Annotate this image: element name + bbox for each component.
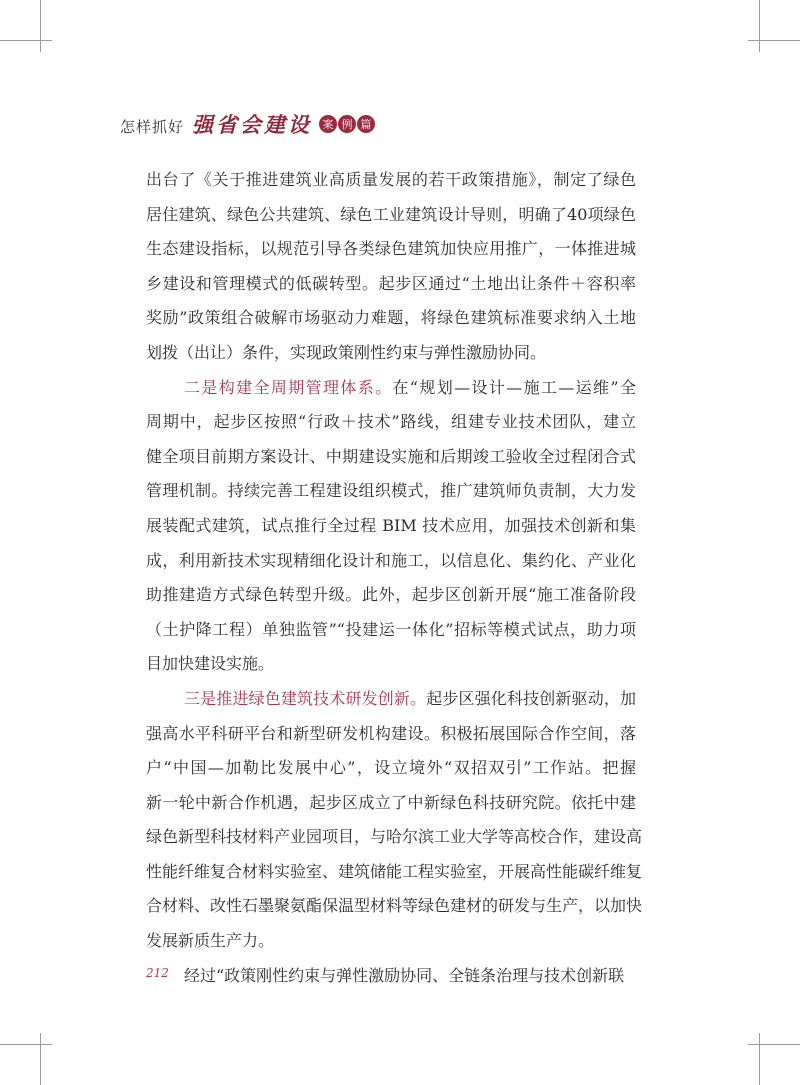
body-text xyxy=(146,163,643,993)
page-number: 212 xyxy=(146,966,169,980)
text-line: 强高水平科研平台和新型研发机构建设。积极拓展国际合作空间，落 xyxy=(146,723,636,743)
text-line: 健全项目前期方案设计、中期建设实施和后期竣工验收全过程闭合式 xyxy=(146,446,636,466)
crop-mark xyxy=(0,1044,52,1045)
text-run: 起步区强化科技创新驱动，加 xyxy=(426,688,636,708)
section-heading: 三是推进绿色建筑技术研发创新。 xyxy=(184,688,427,708)
text-run: 在“规划—设计—施工—运维”全 xyxy=(392,377,636,397)
text-line: 展装配式建筑，试点推行全过程 BIM 技术应用，加强技术创新和集 xyxy=(146,515,636,535)
crop-mark xyxy=(40,0,41,52)
text-line: 新一轮中新合作机遇，起步区成立了中新绿色科技研究院。依托中建 xyxy=(146,792,636,812)
text-line: 绿色新型科技材料产业园项目，与哈尔滨工业大学等高校合作，建设高 xyxy=(146,827,643,847)
header-title: 强省会建设 xyxy=(192,112,313,137)
text-line: 乡建设和管理模式的低碳转型。起步区通过“土地出让条件＋容积率 xyxy=(146,273,636,293)
text-line: 划拨（出让）条件，实现政策刚性约束与弹性激励协同。 xyxy=(146,342,547,362)
crop-mark xyxy=(40,1033,41,1085)
running-header xyxy=(120,109,375,139)
header-badge: 篇 xyxy=(357,115,375,133)
text-line: 合材料、改性石墨聚氨酯保温型材料等绿色建材的研发与生产，以加快 xyxy=(146,896,643,916)
text-line: 助推建造方式绿色转型升级。此外，起步区创新开展“施工准备阶段 xyxy=(146,585,636,605)
crop-mark xyxy=(748,40,800,41)
crop-mark xyxy=(759,1033,760,1085)
section-heading: 二是构建全周期管理体系。 xyxy=(184,377,393,397)
header-badges xyxy=(318,115,375,133)
text-line: 经过“政策刚性约束与弹性激励协同、全链条治理与技术创新联 xyxy=(184,965,625,985)
text-line: 成，利用新技术实现精细化设计和施工，以信息化、集约化、产业化 xyxy=(146,550,636,570)
crop-mark xyxy=(0,40,52,41)
header-badge: 例 xyxy=(338,115,356,133)
text-line: 周期中，起步区按照“行政＋技术”路线，组建专业技术团队，建立 xyxy=(146,412,636,432)
text-line xyxy=(146,682,636,717)
header-prefix: 怎样抓好 xyxy=(120,118,185,136)
header-badge: 案 xyxy=(319,115,337,133)
crop-mark xyxy=(748,1044,800,1045)
text-line xyxy=(146,371,636,406)
crop-mark xyxy=(759,0,760,52)
text-line: 性能纤维复合材料实验室、建筑储能工程实验室，开展高性能碳纤维复 xyxy=(146,861,643,881)
text-line: （土护降工程）单独监管”“投建运一体化”招标等模式试点，助力项 xyxy=(146,619,636,639)
text-line: 生态建设指标，以规范引导各类绿色建筑加快应用推广，一体推进城 xyxy=(146,239,636,259)
text-line: 管理机制。持续完善工程建设组织模式，推广建筑师负责制，大力发 xyxy=(146,481,636,501)
text-line: 户“中国—加勒比发展中心”，设立境外“双招双引”工作站。把握 xyxy=(146,758,636,778)
text-line: 居住建筑、绿色公共建筑、绿色工业建筑设计导则，明确了40项绿色 xyxy=(146,204,636,224)
text-line: 出台了《关于推进建筑业高质量发展的若干政策措施》，制定了绿色 xyxy=(146,170,636,189)
text-line: 奖励”政策组合破解市场驱动力难题，将绿色建筑标准要求纳入土地 xyxy=(146,308,636,328)
text-line: 发展新质生产力。 xyxy=(146,931,275,951)
text-line: 目加快建设实施。 xyxy=(146,654,275,674)
